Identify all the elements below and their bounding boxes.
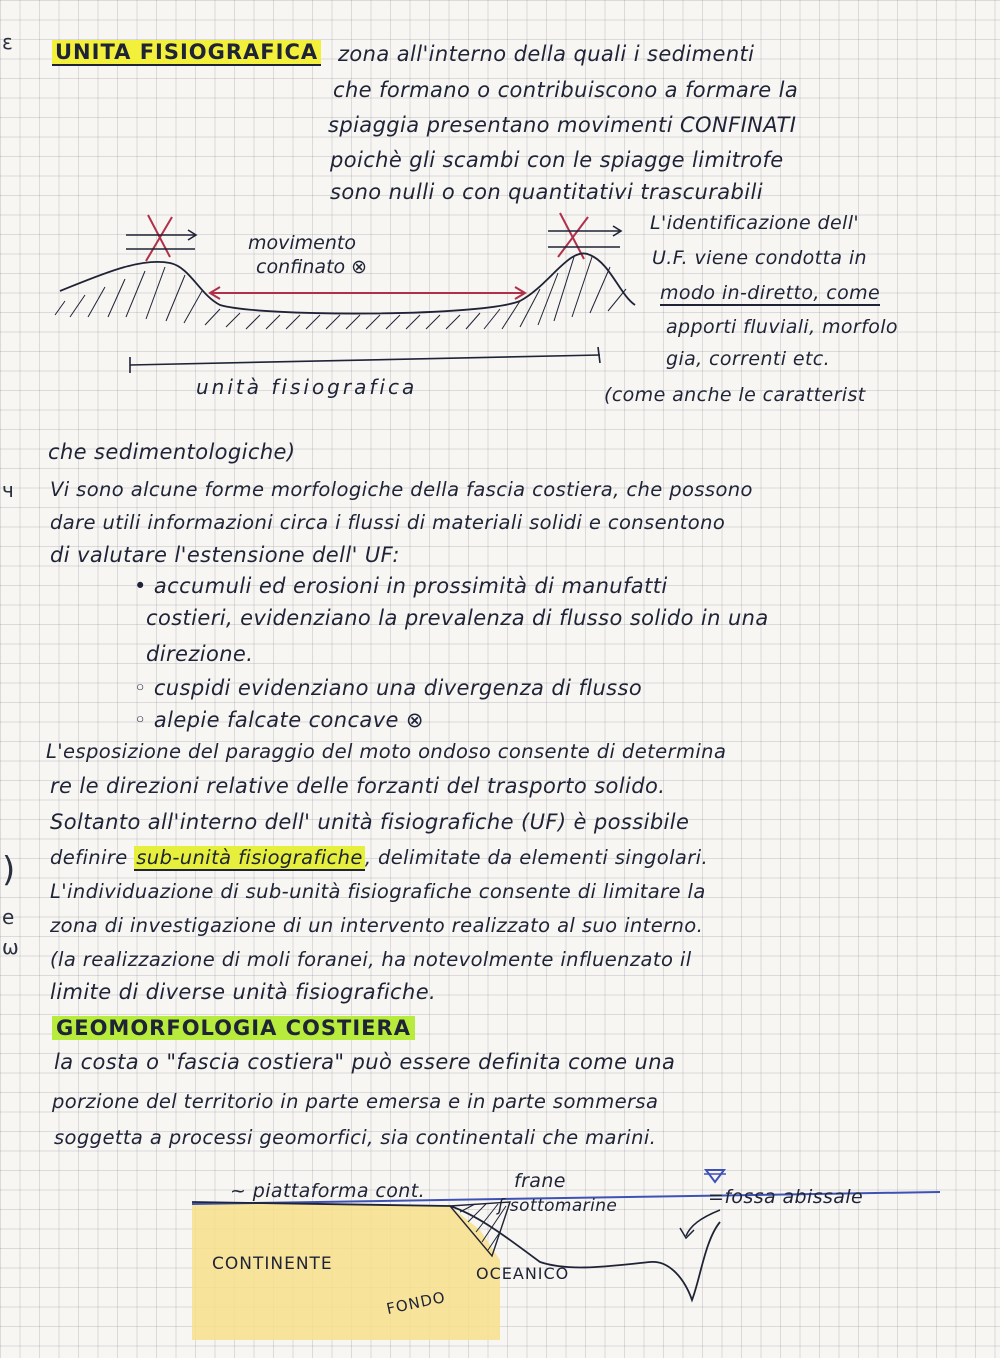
paragraph-line-2: re le direzioni relative delle forzanti del trasporto solido. (50, 774, 666, 798)
bullet-1-line-2: costieri, evidenziano la prevalenza di flusso solido in una (146, 606, 769, 630)
section2-title: GEOMORFOLOGIA COSTIERA (52, 1016, 415, 1040)
abyss-label: =fossa abissale (708, 1186, 864, 1208)
side-note-line-4: apporti fluviali, morfolo (666, 316, 898, 338)
section2-line-2: porzione del territorio in parte emersa e in parte sommersa (52, 1090, 659, 1113)
movement-label-1: movimento (248, 232, 356, 254)
section1-line-1: zona all'interno della quali i sedimenti (338, 42, 755, 66)
section1-line-5: sono nulli o con quantitativi trascurabili (330, 180, 763, 204)
side-note-line-6: (come anche le caratterist (604, 384, 866, 406)
bullet-3: ◦ alepie falcate concave ⊗ (134, 708, 424, 732)
section1-line-2: che formano o contribuiscono a formare la (333, 78, 799, 102)
side-note-line-1: L'identificazione dell' (650, 212, 860, 234)
bullet-1-line-1: • accumuli ed erosioni in prossimità di manufatti (134, 574, 668, 598)
section2-line-3: soggetta a processi geomorfici, sia continentali che marini. (54, 1126, 657, 1149)
side-note-line-3: modo in-diretto, come (660, 282, 881, 304)
unit-bottom-label: unità fisiografica (196, 375, 418, 399)
paragraph-line-7: (la realizzazione di moli foranei, ha notevolmente influenzato il (50, 948, 692, 971)
water-level-marker (706, 1170, 724, 1182)
shelf-label-1: frane (514, 1170, 566, 1192)
shelf-label-2: ʃ sottomarine (498, 1196, 618, 1216)
continent-label: CONTINENTE (212, 1254, 333, 1274)
body-line-2: Vi sono alcune forme morfologiche della fascia costiera, che possono (50, 478, 753, 501)
side-note-line-2: U.F. viene condotta in (652, 247, 867, 269)
unit-extent-line (130, 347, 600, 373)
paragraph-line-5: L'individuazione di sub-unità fisiografiche consente di limitare la (50, 880, 706, 903)
paragraph-line-8: limite di diverse unità fisiografiche. (50, 980, 437, 1004)
paragraph-line-6: zona di investigazione di un intervento realizzato al suo interno. (50, 914, 704, 937)
floor-label-1: FONDO (384, 1287, 448, 1319)
section1-line-4: poichè gli scambi con le spiagge limitrofe (330, 148, 784, 172)
left-cross-marker (146, 215, 172, 261)
right-cross-marker (558, 213, 588, 259)
section2-line-1: la costa o "fascia costiera" può essere definita come una (54, 1050, 676, 1074)
floor-label-2: OCEANICO (476, 1264, 570, 1283)
section1-line-3: spiaggia presentano movimenti CONFINATI (328, 113, 797, 137)
bullet-2: ◦ cuspidi evidenziano una divergenza di flusso (134, 676, 643, 700)
confined-movement-arrow (210, 287, 525, 299)
body-line-1: che sedimentologiche) (48, 440, 296, 464)
margin-mark-4: e (2, 905, 15, 929)
margin-mark-5: ω (2, 935, 19, 959)
right-arrows (548, 226, 621, 247)
body-line-3: dare utili informazioni circa i flussi di materiali solidi e consentono (50, 511, 726, 534)
margin-mark-1: ε (2, 30, 13, 54)
platform-label: ~ piattaforma cont. (230, 1180, 426, 1202)
movement-label-2: confinato ⊗ (256, 256, 368, 278)
body-line-4: di valutare l'estensione dell' UF: (50, 543, 400, 567)
margin-mark-2: ч (2, 478, 14, 502)
bullet-1-line-3: direzione. (146, 642, 254, 666)
paragraph-line-1: L'esposizione del paraggio del moto ondoso consente di determina (46, 740, 727, 763)
paragraph-line-4: definire sub-unità fisiografiche , delimitate da elementi singolari. (50, 846, 709, 869)
side-note-line-5: gia, correnti etc. (666, 348, 831, 370)
margin-mark-3: ) (2, 850, 16, 890)
paragraph-line-3: Soltanto all'interno dell' unità fisiografiche (UF) è possibile (50, 810, 690, 834)
section1-title: UNITA FISIOGRAFICA (52, 40, 321, 64)
